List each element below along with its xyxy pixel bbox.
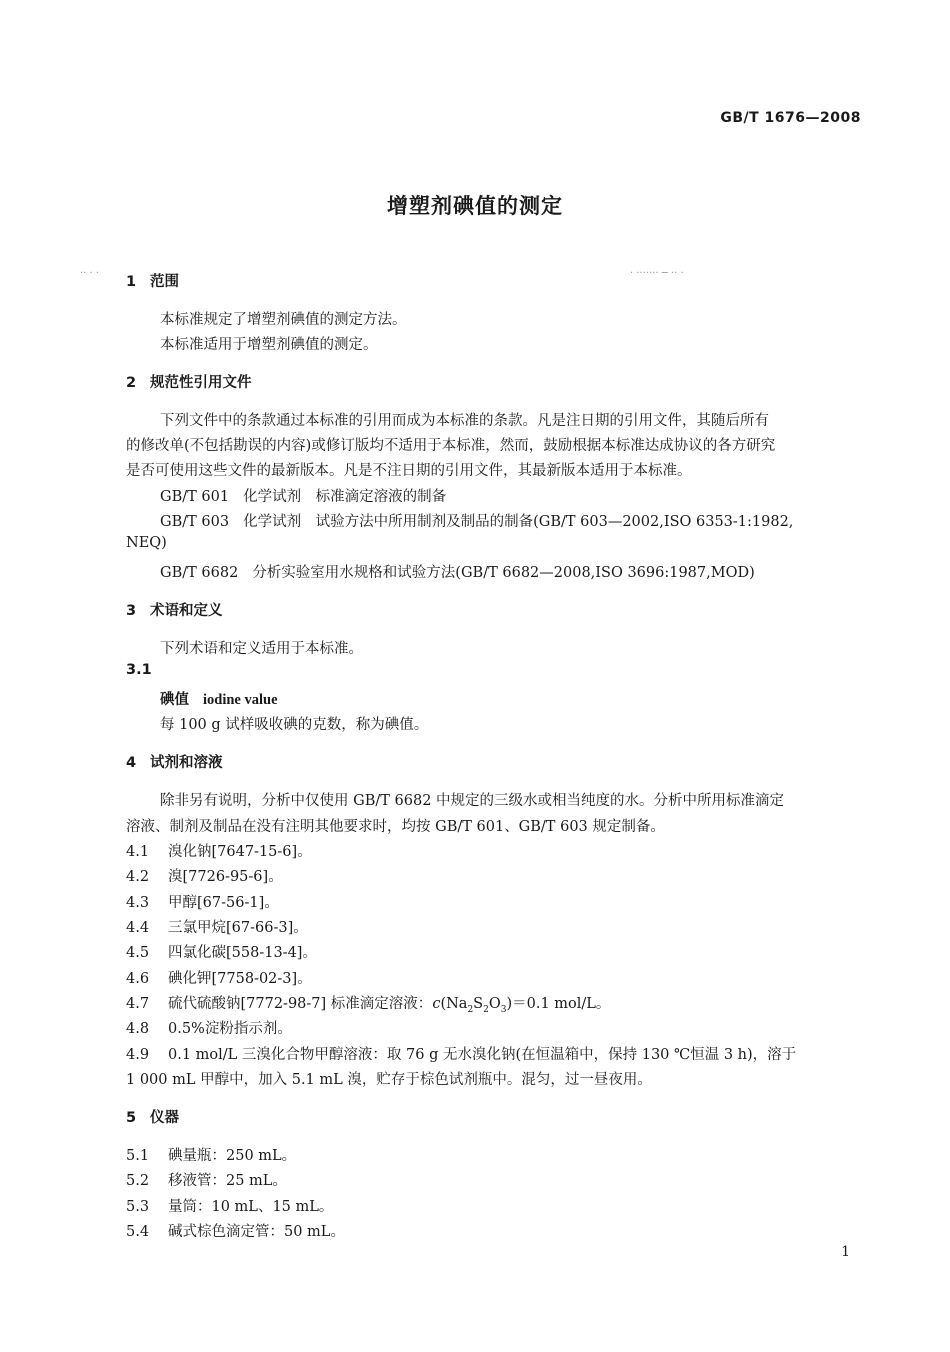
reagent-item: 4.8 0.5%淀粉指示剂。	[126, 1021, 292, 1037]
section-1-heading: 1 范围	[126, 274, 179, 290]
apparatus-item: 5.3 量筒：10 mL、15 mL。	[126, 1199, 334, 1215]
sec2-intro-line-3: 是否可使用这些文件的最新版本。凡是不注日期的引用文件，其最新版本适用于本标准。	[126, 463, 692, 479]
apparatus-item: 5.4 碱式棕色滴定管：50 mL。	[126, 1224, 345, 1240]
sec4-intro-line-1: 除非另有说明，分析中仅使用 GB/T 6682 中规定的三级水或相当纯度的水。分析中所用标准滴定	[160, 793, 785, 809]
reference-gbt603-continued: NEQ)	[126, 535, 167, 551]
sec1-paragraph-2: 本标准适用于增塑剂碘值的测定。	[160, 337, 378, 353]
scan-noise: ·· · ·	[80, 268, 100, 279]
sec2-intro-line-2: 的修改单(不包括勘误的内容)或修订版均不适用于本标准，然而，鼓励根据本标准达成协议的各方研究	[126, 438, 776, 454]
reagent-item: 4.9 0.1 mol/L 三溴化合物甲醇溶液：取 76 g 无水溴化钠(在恒温箱中，保持 130 ℃恒温 3 h)，溶于	[126, 1047, 797, 1063]
document-title: 增塑剂碘值的测定	[387, 194, 563, 218]
sec1-paragraph-1: 本标准规定了增塑剂碘值的测定方法。	[160, 312, 407, 328]
reference-gbt603: GB/T 603 化学试剂 试验方法中所用制剂及制品的制备(GB/T 603—2002,ISO 6353-1:1982,	[160, 514, 794, 530]
reagent-item: 4.2 溴[7726-95-6]。	[126, 869, 283, 885]
section-5-heading: 5 仪器	[126, 1110, 179, 1126]
reagent-item: 4.6 碘化钾[7758-02-3]。	[126, 971, 312, 987]
reference-gbt6682: GB/T 6682 分析实验室用水规格和试验方法(GB/T 6682—2008,ISO 3696:1987,MOD)	[160, 565, 755, 581]
apparatus-item: 5.1 碘量瓶：250 mL。	[126, 1148, 297, 1164]
reagent-item: 4.1 溴化钠[7647-15-6]。	[126, 844, 312, 860]
page-number: 1	[841, 1244, 850, 1260]
section-4-heading: 4 试剂和溶液	[126, 755, 223, 771]
sec4-intro-line-2: 溶液、制剂及制品在没有注明其他要求时，均按 GB/T 601、GB/T 603 规定制备。	[126, 819, 665, 835]
term-heading: 碘值 iodine value	[160, 691, 278, 708]
apparatus-item: 5.2 移液管：25 mL。	[126, 1173, 287, 1189]
scan-noise: · ······· ─ ·· ·	[630, 268, 684, 279]
term-definition: 每 100 g 试样吸收碘的克数，称为碘值。	[160, 717, 429, 733]
reagent-item: 4.5 四氯化碳[558-13-4]。	[126, 945, 317, 961]
section-2-heading: 2 规范性引用文件	[126, 375, 252, 391]
reagent-item: 4.3 甲醇[67-56-1]。	[126, 895, 279, 911]
subsection-3-1-number: 3.1	[126, 662, 152, 678]
reagent-item-4-9-continued: 1 000 mL 甲醇中，加入 5.1 mL 溴，贮存于棕色试剂瓶中。混匀，过一昼夜用。	[126, 1072, 652, 1088]
sec2-intro-line-1: 下列文件中的条款通过本标准的引用而成为本标准的条款。凡是注日期的引用文件，其随后所有	[160, 413, 769, 429]
standard-code: GB/T 1676—2008	[720, 110, 861, 126]
section-3-heading: 3 术语和定义	[126, 603, 223, 619]
reagent-item-sodium-thiosulfate: 4.7 硫代硫酸钠[7772-98-7] 标准滴定溶液：$c(Na_2S_2O_3)=0.1$ mol/L。	[126, 996, 611, 1015]
reference-gbt601: GB/T 601 化学试剂 标准滴定溶液的制备	[160, 489, 447, 505]
reagent-item: 4.4 三氯甲烷[67-66-3]。	[126, 920, 308, 936]
sec3-intro: 下列术语和定义适用于本标准。	[160, 641, 363, 657]
